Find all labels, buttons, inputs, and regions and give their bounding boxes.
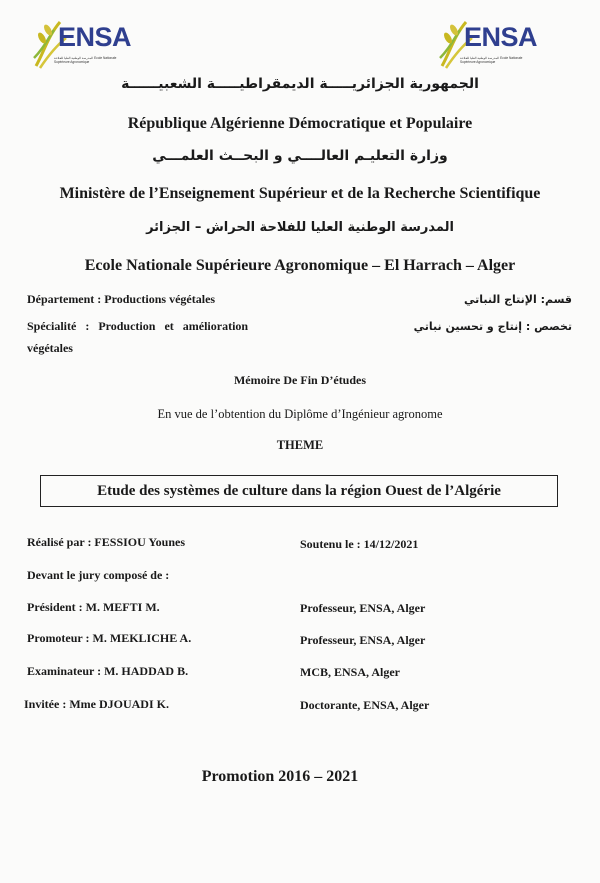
realise-par: Réalisé par : FESSIOU Younes [27, 535, 186, 549]
ensa-logo-left [30, 16, 130, 72]
school-french: Ecole Nationale Supérieure Agronomique – El Harrach – Alger [84, 257, 516, 274]
logo-text: ENSA [58, 22, 132, 52]
ministry-arabic: وزارة التعليـم العالــــي و البحــث العلمـــي [152, 148, 448, 164]
department-french: Département : Productions végétales [27, 292, 216, 306]
ministry-french: Ministère de l’Enseignement Supérieur et de la Recherche Scientifique [59, 185, 541, 202]
ensa-logo-right [436, 16, 536, 72]
logo-subtitle: المدرسة الوطنية العليا للفلاحة Ecole Nationale Supérieure Agronomique [460, 56, 523, 64]
soutenu-le: Soutenu le : 14/12/2021 [300, 537, 419, 551]
jury-role: Promoteur : M. MEKLICHE A. [27, 631, 192, 645]
promotion: Promotion 2016 – 2021 [201, 768, 359, 785]
republic-french: République Algérienne Démocratique et Populaire [127, 115, 473, 132]
jury-role: Invitée : Mme DJOUADI K. [24, 697, 169, 711]
department-arabic: قسم: الإنتاج النباتي [464, 293, 572, 306]
logo-text: ENSA [464, 22, 538, 52]
jury-title: MCB, ENSA, Alger [300, 665, 400, 679]
speciality-french-line1: Spécialité : Production et amélioration [27, 319, 249, 333]
memoire-title: Mémoire De Fin D’études [233, 373, 367, 387]
jury-title: Professeur, ENSA, Alger [300, 601, 426, 615]
speciality-french-line2: végétales [27, 341, 73, 355]
theme-title: Etude des systèmes de culture dans la région Ouest de l’Algérie [40, 475, 558, 507]
republic-arabic: الجمهورية الجزائريـــــة الديمقراطيـــــة الشعبيــــــة [121, 76, 479, 92]
jury-role: Examinateur : M. HADDAD B. [27, 664, 189, 678]
jury-title: Professeur, ENSA, Alger [300, 633, 426, 647]
speciality-arabic: تخصص : إنتاج و تحسين نباتي [413, 320, 572, 333]
obtention-text: En vue de l’obtention du Diplôme d’Ingénieur agronome [157, 407, 443, 421]
school-arabic: المدرسة الوطنية العليا للفلاحة الحراش – الجزائر [146, 220, 454, 235]
jury-title: Doctorante, ENSA, Alger [300, 698, 430, 712]
jury-role: Président : M. MEFTI M. [27, 600, 160, 614]
theme-label: THEME [276, 438, 324, 452]
logo-subtitle: المدرسة الوطنية العليا للفلاحة Ecole Nationale Supérieure Agronomique [54, 56, 117, 64]
jury-intro: Devant le jury composé de : [27, 568, 170, 582]
